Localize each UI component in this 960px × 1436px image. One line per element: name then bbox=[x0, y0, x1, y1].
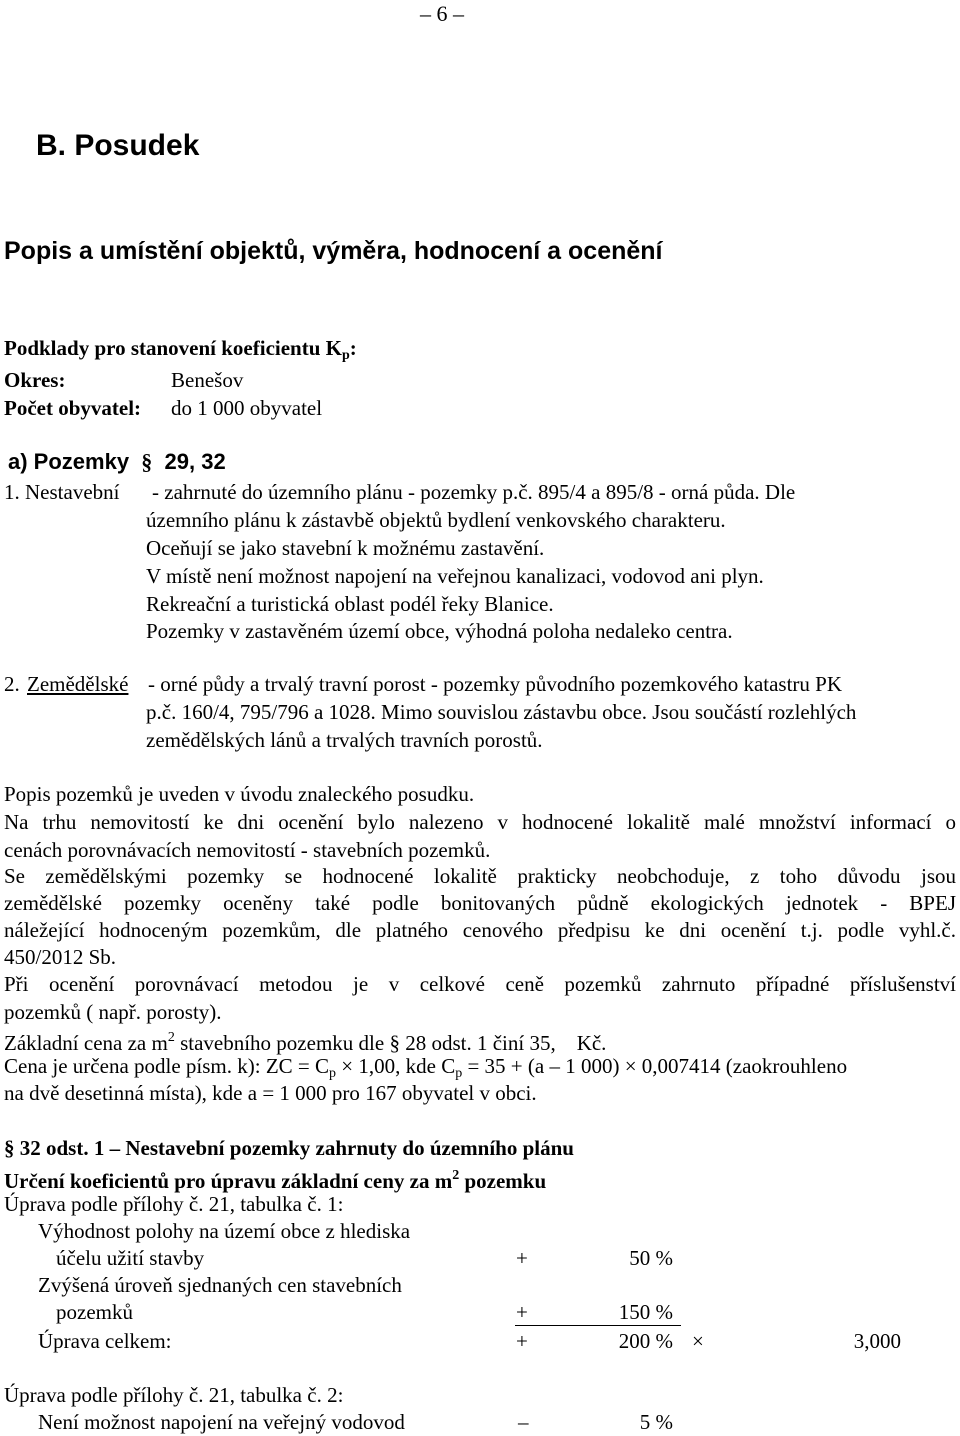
paragraph-agri-1: Se zemědělskými pozemky se hodnocené lokalitě prakticky neobchoduje, z toho důvodu jsou bbox=[4, 864, 956, 888]
total-coefficient: 3,000 bbox=[853, 1329, 901, 1353]
page-number: – 6 – bbox=[420, 1, 464, 26]
row1-label-line2: účelu užití stavby bbox=[56, 1246, 205, 1270]
row2-value: 150 % bbox=[618, 1300, 673, 1324]
table2-row1-value: 5 % bbox=[639, 1410, 673, 1434]
row1-sign: + bbox=[516, 1246, 528, 1270]
row2-label-line2: pozemků bbox=[56, 1300, 133, 1324]
table2-row1-sign: – bbox=[518, 1410, 529, 1434]
paragraph-formula-1: Cena je určena podle písm. k): ZC = $C_p \times 1,00$, kde $C_p = 35 + (a - 1$ 000) × 0,007414 (zaokrouhleno bbox=[4, 1054, 848, 1081]
item2-line-3: zemědělských lánů a trvalých travních porostů. bbox=[146, 728, 543, 752]
page-subtitle: Popis a umístění objektů, výměra, hodnocení a ocenění bbox=[4, 237, 663, 265]
paragraph-formula-2: na dvě desetinná místa), kde a = 1 000 pro 167 obyvatel v obci. bbox=[4, 1081, 537, 1105]
paragraph-symbol: § bbox=[141, 449, 153, 474]
paragraph-method-2: pozemků ( např. porosty). bbox=[4, 1000, 222, 1024]
population-value: do 1 000 obyvatel bbox=[171, 396, 323, 420]
coefficients-heading: Určení koeficientů pro úpravu základní ceny za $m^2$ pozemku bbox=[4, 1168, 547, 1193]
item1-label: 1. Nestavební bbox=[4, 480, 120, 504]
paragraph-market-2: cenách porovnávacích nemovitostí - stavebních pozemků. bbox=[4, 838, 491, 862]
item2-line-2: p.č. 160/4, 795/796 a 1028. Mimo souvislou zástavbu obce. Jsou součástí rozlehlých bbox=[146, 700, 857, 724]
item1-line-2: územního plánu k zástavbě objektů bydlení venkovského charakteru. bbox=[146, 508, 726, 532]
paragraph-agri-3: náležející hodnoceným pozemkům, dle platného cenového předpisu ke dni ocenění t.j. podle vyhl.č. bbox=[4, 918, 956, 942]
item2-number: 2. bbox=[4, 672, 20, 696]
item1-line-3: Oceňují se jako stavební k možnému zastavění. bbox=[146, 536, 545, 560]
table2-row1-label: Není možnost napojení na veřejný vodovod bbox=[38, 1410, 405, 1434]
row2-label-line1: Zvýšená úroveň sjednaných cen stavebních bbox=[38, 1273, 402, 1297]
section32-heading: § 32 odst. 1 – Nestavební pozemky zahrnuty do územního plánu bbox=[4, 1136, 574, 1160]
paragraph-market-1: Na trhu nemovitostí ke dni ocenění bylo nalezeno v hodnocené lokalitě malé množství informací o bbox=[4, 810, 956, 834]
item2-line-1: - orné půdy a trvalý travní porost - pozemky původního pozemkového katastru PK bbox=[148, 672, 843, 696]
row2-sign: + bbox=[516, 1300, 528, 1324]
row1-label-line1: Výhodnost polohy na území obce z hlediska bbox=[38, 1219, 411, 1243]
district-label: Okres: bbox=[4, 368, 66, 392]
item2-label: Zemědělské bbox=[27, 672, 129, 696]
item1-line-4: V místě není možnost napojení na veřejnou kanalizaci, vodovod ani plyn. bbox=[146, 564, 764, 588]
paragraph-base-price: Základní cena za $m^2$ stavebního pozemku dle § 28 odst. 1 činí 35, Kč. bbox=[4, 1030, 607, 1055]
item1-line-6: Pozemky v zastavěném území obce, výhodná poloha nedaleko centra. bbox=[146, 619, 733, 643]
paragraph-description: Popis pozemků je uveden v úvodu znaleckého posudku. bbox=[4, 782, 475, 806]
land-heading: a) Pozemky § 29, 32 bbox=[8, 449, 226, 474]
paragraph-agri-4: 450/2012 Sb. bbox=[4, 945, 117, 969]
total-label: Úprava celkem: bbox=[38, 1329, 172, 1353]
row1-value: 50 % bbox=[629, 1246, 673, 1270]
district-value: Benešov bbox=[171, 368, 244, 392]
paragraph-method-1: Při ocenění porovnávací metodou je v celkové ceně pozemků zahrnuto případné příslušenství bbox=[4, 972, 956, 996]
total-value: 200 % bbox=[618, 1329, 673, 1353]
total-sign: + bbox=[516, 1329, 528, 1353]
population-label: Počet obyvatel: bbox=[4, 396, 142, 420]
section-title: B. Posudek bbox=[36, 129, 200, 162]
paragraph-agri-2: zemědělské pozemky oceněny také podle bonitovaných půdně ekologických jednotek - BPEJ bbox=[4, 891, 956, 915]
sum-rule bbox=[515, 1325, 681, 1326]
times-sign: × bbox=[692, 1329, 704, 1353]
table1-title: Úprava podle přílohy č. 21, tabulka č. 1: bbox=[4, 1192, 344, 1216]
item1-line-5: Rekreační a turistická oblast podél řeky Blanice. bbox=[146, 592, 554, 616]
table2-title: Úprava podle přílohy č. 21, tabulka č. 2: bbox=[4, 1383, 344, 1407]
kp-heading: Podklady pro stanovení koeficientu $K_p$: bbox=[4, 336, 357, 363]
item1-line-1: - zahrnuté do územního plánu - pozemky p.č. 895/4 a 895/8 - orná půda. Dle bbox=[152, 480, 796, 504]
